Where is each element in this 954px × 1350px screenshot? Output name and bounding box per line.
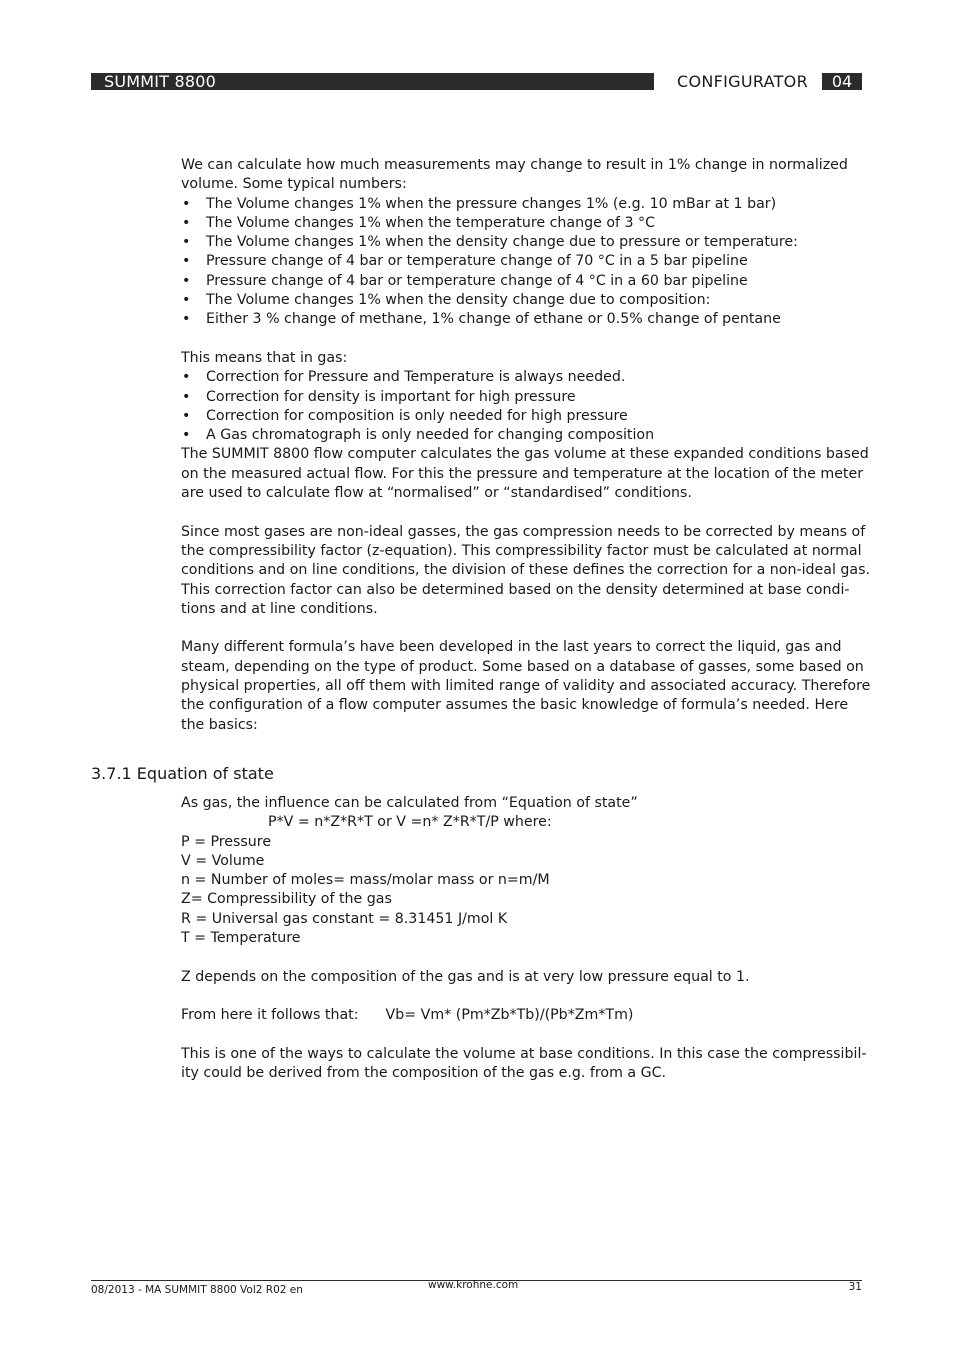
list-item: • Pressure change of 4 bar or temperature change of 70 °C in a 5 bar pipeline xyxy=(181,252,871,271)
list-item: • Correction for Pressure and Temperature is always needed. xyxy=(181,368,871,387)
list-item: • The Volume changes 1% when the density change due to composition: xyxy=(181,291,871,310)
definition-line: P = Pressure xyxy=(181,833,272,850)
bullet-icon: • xyxy=(182,388,191,405)
text-line: Z depends on the composition of the gas and is at very low pressure equal to 1. xyxy=(181,968,750,985)
definition-line: T = Temperature xyxy=(181,930,301,947)
bullet-icon: • xyxy=(182,311,191,328)
text-line: This is one of the ways to calculate the volume at base conditions. In this case the compressibil- xyxy=(181,1045,867,1062)
text-line: on the measured actual flow. For this the pressure and temperature at the location of the meter xyxy=(181,465,864,482)
bullet-icon: • xyxy=(182,427,191,444)
footer-doc-reference: 08/2013 - MA SUMMIT 8800 Vol2 R02 en xyxy=(91,1284,303,1296)
list-item: • Either 3 % change of methane, 1% change of ethane or 0.5% change of pentane xyxy=(181,310,871,329)
footer-website: www.krohne.com xyxy=(428,1279,519,1291)
text-line: We can calculate how much measurements may change to result in 1% change in normalized xyxy=(181,157,848,173)
definition-line: Z= Compressibility of the gas xyxy=(181,891,392,908)
section-heading: 3.7.1 Equation of state xyxy=(91,764,274,783)
bullet-icon: • xyxy=(182,195,191,212)
text-line: volume. Some typical numbers: xyxy=(181,176,407,193)
main-text-block xyxy=(181,156,871,735)
bullet-list-gas xyxy=(181,368,871,445)
list-item: • The Volume changes 1% when the temperature change of 3 °C xyxy=(181,214,871,233)
header-chapter-number: 04 xyxy=(831,72,853,91)
definition-line: V = Volume xyxy=(181,852,265,869)
text-line: physical properties, all off them with limited range of validity and associated accuracy. Therefore xyxy=(181,678,871,695)
text-line: Many different formula’s have been developed in the last years to correct the liquid, gas and xyxy=(181,639,842,656)
bullet-list-changes xyxy=(181,195,871,330)
text-line: steam, depending on the type of product. Some based on a database of gasses, some based on xyxy=(181,658,864,675)
text-line: As gas, the influence can be calculated from “Equation of state” xyxy=(181,795,638,811)
text-line: This means that in gas: xyxy=(181,349,348,366)
text-line: tions and at line conditions. xyxy=(181,600,378,617)
list-item: • The Volume changes 1% when the pressure changes 1% (e.g. 10 mBar at 1 bar) xyxy=(181,195,871,214)
list-item: • Correction for density is important for high pressure xyxy=(181,388,871,407)
equation-block xyxy=(181,794,871,1083)
bullet-icon: • xyxy=(182,214,191,231)
text-line: ity could be derived from the composition of the gas e.g. from a GC. xyxy=(181,1065,667,1082)
bullet-icon: • xyxy=(182,292,191,309)
text-line: are used to calculate flow at “normalised” or “standardised” conditions. xyxy=(181,485,692,502)
bullet-icon: • xyxy=(182,234,191,251)
text-line: conditions and on line conditions, the division of these defines the correction for a non-ideal gas. xyxy=(181,562,871,579)
text-line: the basics: xyxy=(181,716,258,733)
text-line: the configuration of a flow computer assumes the basic knowledge of formula’s needed. Here xyxy=(181,697,849,714)
text-line: The SUMMIT 8800 flow computer calculates the gas volume at these expanded conditions based xyxy=(181,446,869,463)
footer-page-number: 31 xyxy=(848,1281,862,1293)
list-item: • A Gas chromatograph is only needed for changing composition xyxy=(181,426,871,445)
text-line: the compressibility factor (z-equation). This compressibility factor must be calculated at normal xyxy=(181,542,862,559)
header-section-title: CONFIGURATOR xyxy=(676,72,808,91)
bullet-icon: • xyxy=(182,369,191,386)
bullet-icon: • xyxy=(182,272,191,289)
bullet-icon: • xyxy=(182,407,191,424)
list-item: • Correction for composition is only needed for high pressure xyxy=(181,407,871,426)
definition-line: n = Number of moles= mass/molar mass or n=m/M xyxy=(181,872,550,889)
header-product-title: SUMMIT 8800 xyxy=(104,72,216,91)
list-item: • The Volume changes 1% when the density change due to pressure or temperature: xyxy=(181,233,871,252)
formula-line: From here it follows that: Vb= Vm* (Pm*Zb*Tb)/(Pb*Zm*Tm) xyxy=(181,1007,634,1024)
formula-line: P*V = n*Z*R*T or V =n* Z*R*T/P where: xyxy=(268,814,552,831)
text-line: This correction factor can also be determined based on the density determined at base condi- xyxy=(181,581,850,598)
list-item: • Pressure change of 4 bar or temperature change of 4 °C in a 60 bar pipeline xyxy=(181,272,871,291)
definition-line: R = Universal gas constant = 8.31451 J/mol K xyxy=(181,910,508,927)
text-line: Since most gases are non-ideal gasses, the gas compression needs to be corrected by means of xyxy=(181,523,866,540)
bullet-icon: • xyxy=(182,253,191,270)
